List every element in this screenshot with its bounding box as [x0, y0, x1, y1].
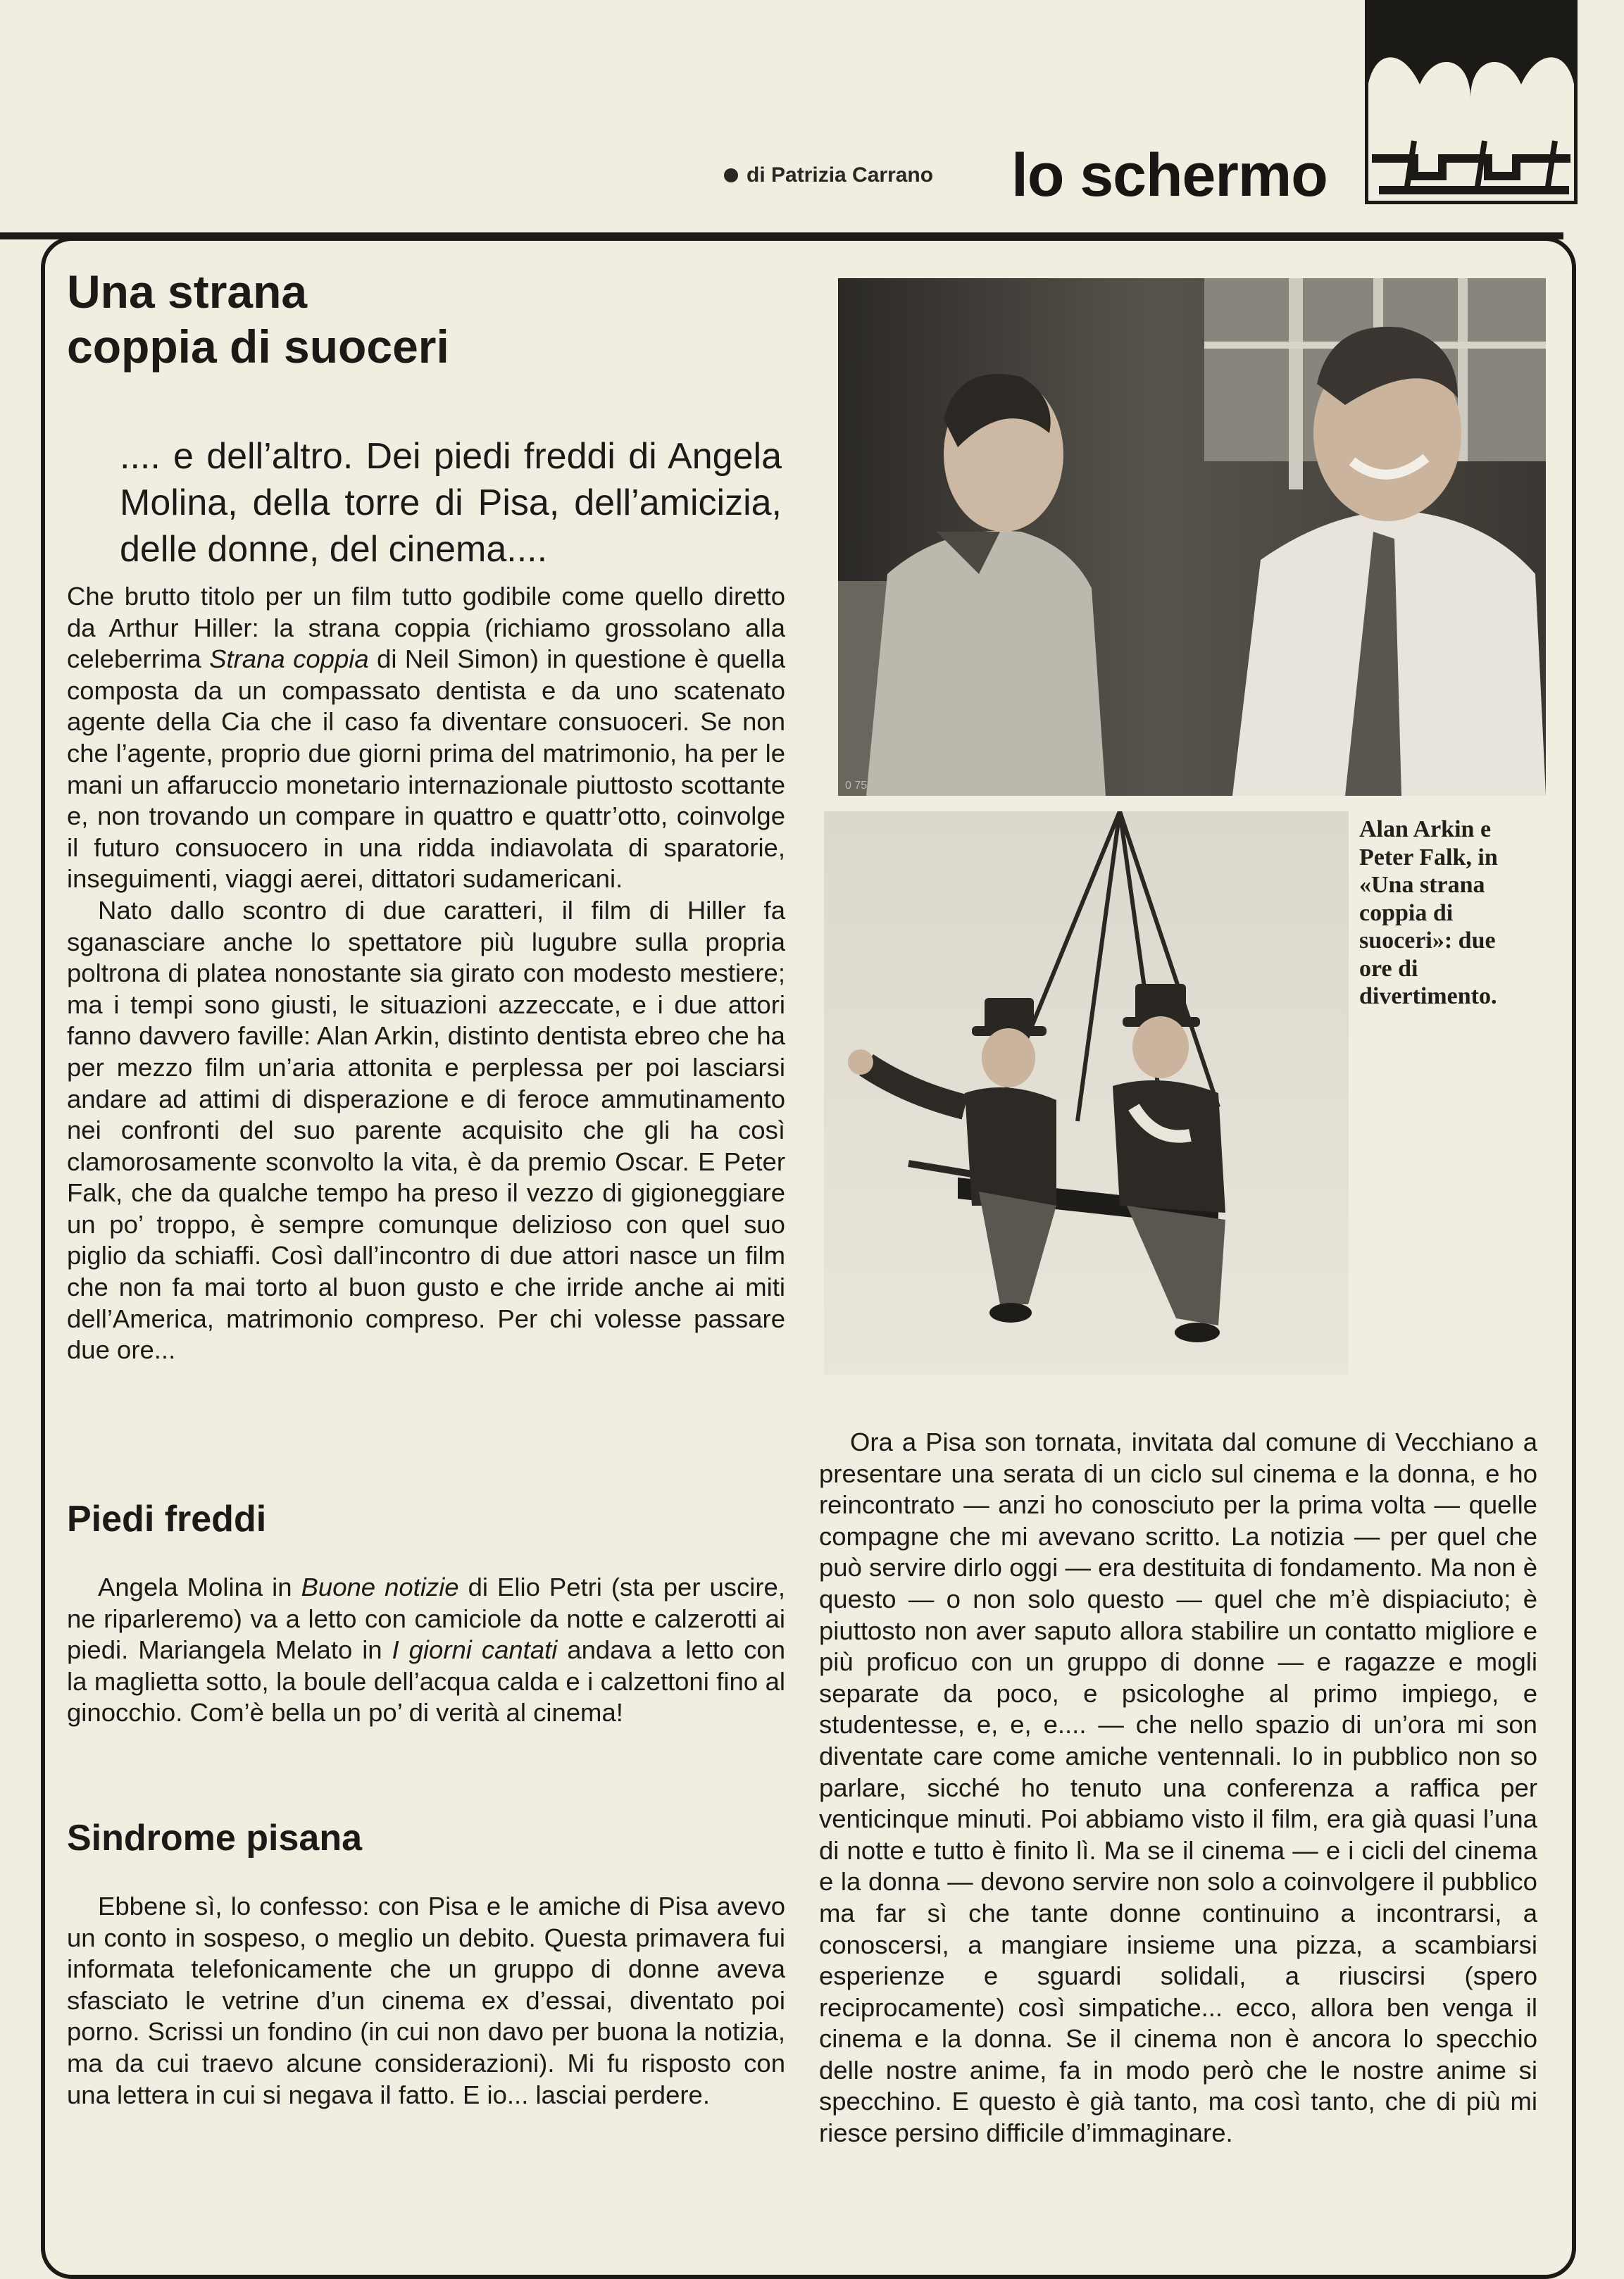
article-body-sindrome-left	[67, 1891, 785, 2111]
article-body-piedi	[67, 1572, 785, 1729]
paragraph: Nato dallo scontro di due caratteri, il film di Hiller fa sganasciare anche lo spettatore più lugubre sulla propria poltrona di platea nonostante sia girato con modesto mestiere; ma i tempi sono giusti, le situazioni azzeccate, e i due attori fanno davvero faville: Alan Arkin, distinto dentista ebreo che ha per mezzo film un’aria attonita e perplessa per poi lasciarsi andare ad attimi di disperazione e di feroce ammutinamento nei confronti del suo parente acquisito che gli ha così clamorosamente sconvolto la vita, è da premio Oscar. E Peter Falk, che da qualche tempo ha preso il vezzo di gigioneggiare un po’ troppo, è sempre comunque delizioso con quel suo piglio da schiaffi. Così dall’incontro di due attori nasce un film che non fa mai torto al buon gusto e che irride anche ai miti dell’America, matrimonio compreso. Per chi volesse passare due ore...	[67, 895, 785, 1365]
section-title: lo schermo	[1011, 142, 1328, 209]
paragraph: Ora a Pisa son tornata, invitata dal comune di Vecchiano a presentare una serata di un ciclo sul cinema e la donna, e ho reincontrato — anzi ho conosciuto per la prima volta — quelle compagne che mi avevano scritto. La notizia — per quel che può servire dirlo oggi — era destituita di fondamento. Ma non è questo — o non solo questo — quel che m’è dispiaciuto; è piuttosto non aver saputo allora stabilire un contatto migliore e più proficuo con un gruppo di donne — e ragazze e mogli separate da poco, e psicologhe al primo impiego, e studentesse, e, e, e.... — che nello spazio di un’ora mi son diventate care come amiche ventennali. Io in pubblico non so parlare, sicché ho tenuto una conferenza a raffica per venticinque minuti. Poi abbiamo visto il film, era già quasi l’una di notte e tutto è finito lì. Ma se il cinema — e i cicli del cinema e la donna — devono servire non solo a coinvolgere il pubblico ma far sì che tante donne continuino a incontrarsi, a conoscersi, a mangiare insieme una pizza, a scambiarsi esperienze e sguardi solidali, a riuscirsi (spero reciprocamente) così simpatiche... ecco, allora ben venga il cinema e la donna. Se il cinema non è ancora lo specchio delle nostre anime, fa in modo però che le nostre anime si specchino. E questo è già tanto, ma così tanto, che di più mi riesce persino difficile d’immaginare.	[819, 1428, 1537, 2148]
byline: di Patrizia Carrano	[724, 163, 933, 187]
paragraph: Che brutto titolo per un film tutto godibile come quello diretto da Arthur Hiller: la strana coppia (richiamo grossolano alla celeberrima Strana coppia di Neil Simon) in questione è quella composta da un compassato dentista e da uno scatenato agente della Cia che il caso fa diventare consuoceri. Se non che l’agente, proprio due giorni prima del matrimonio, ha per le mani un affaruccio monetario internazionale piuttosto scottante e, non trovando un compare in quattro e quattr’otto, coinvolge il futuro consuocero in una ridda indiavolata di sparatorie, inseguimenti, viaggi aerei, dittatori sudamericani.	[67, 582, 785, 894]
film-seats-logo-icon	[1365, 0, 1578, 204]
article-body-main	[67, 581, 785, 1366]
subheading-piedi-freddi: Piedi freddi	[67, 1499, 267, 1540]
article-body-sindrome-right	[819, 1427, 1537, 2149]
paragraph: Ebbene sì, lo confesso: con Pisa e le amiche di Pisa avevo un conto in sospeso, o meglio un debito. Questa primavera fui informata telefonicamente che un gruppo di donne aveva sfasciato le vetrine d’un cinema ex d’essai, diventato poi porno. Scrissi un fondino (in cui non davo per buona la notizia, ma da cui traevo alcune considerazioni). Mi fu risposto con una lettera in cui si negava il fatto. E io... lasciai perdere.	[67, 1892, 785, 2109]
photo-caption: Alan Arkin e Peter Falk, in «Una strana coppia di suoceri»: due ore di divertimento.	[1359, 816, 1498, 1009]
svg-text:0 75-929: 0 75-929	[845, 780, 890, 792]
photo-two-men-laughing	[838, 278, 1546, 796]
photo-swing-chair	[824, 811, 1349, 1375]
article-title: Una strana coppia di suoceri	[67, 266, 449, 373]
subheading-sindrome-pisana: Sindrome pisana	[67, 1818, 362, 1859]
article-lead: .... e dell’altro. Dei piedi freddi di Angela Molina, della torre di Pisa, dell’amicizia, delle donne, del cinema....	[120, 436, 782, 570]
paragraph: Angela Molina in Buone notizie di Elio Petri (sta per uscire, ne riparleremo) va a letto con camiciole da notte e calzerotti ai piedi. Mariangela Melato in I giorni cantati andava a letto con la maglietta sotto, la boule dell’acqua calda e i calzettoni fino al ginocchio. Com’è bella un po’ di verità al cinema!	[67, 1573, 786, 1728]
bullet-icon	[724, 168, 738, 182]
